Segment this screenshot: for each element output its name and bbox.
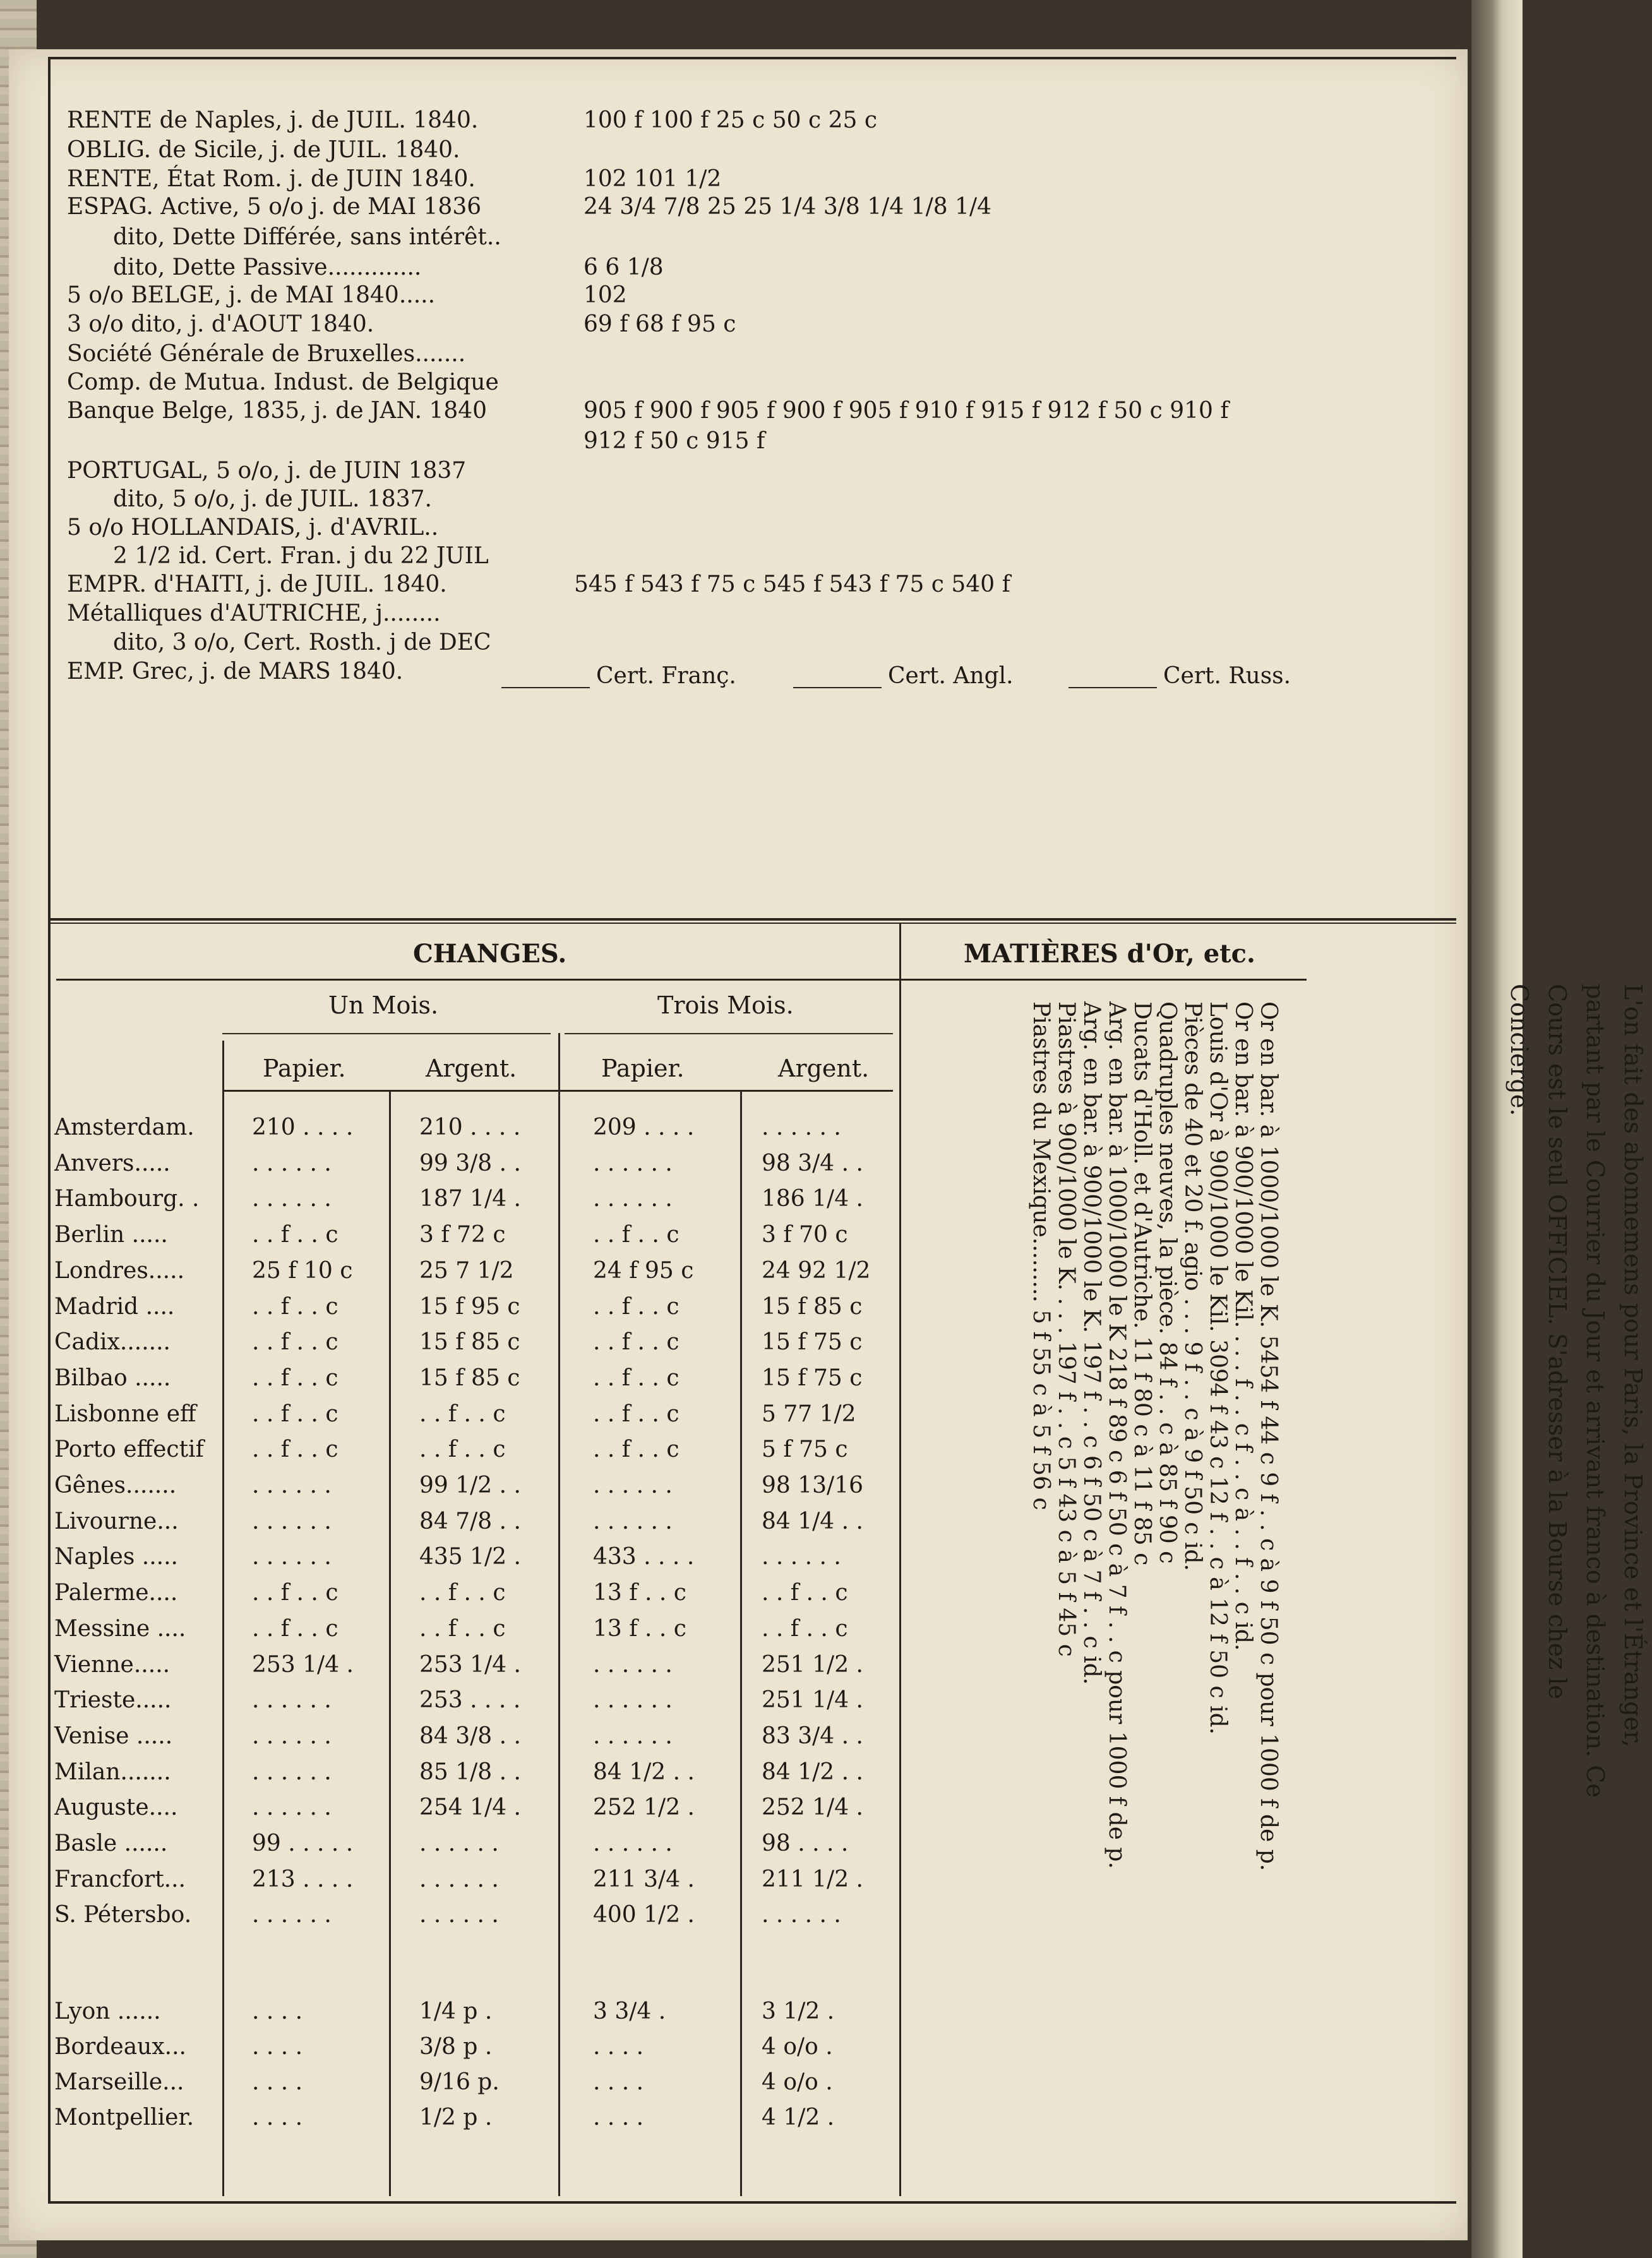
change-rate-um-p: . . . . . . — [252, 1186, 332, 1212]
change-rate-um-p: . . . . . . — [252, 1150, 332, 1176]
rente-label: ESPAG. Active, 5 o/o j. de MAI 1836 — [67, 194, 482, 220]
change-city: Hambourg. . — [54, 1186, 200, 1212]
change-rate-um-p: . . . . . . — [252, 1795, 332, 1821]
rente-label: 5 o/o HOLLANDAIS, j. d'AVRIL.. — [67, 515, 439, 541]
change-rate-tm-p: 84 1/2 . . — [593, 1759, 695, 1785]
matieres-title-rule — [928, 979, 1307, 981]
change-rate-um-a: . . f . . c — [419, 1615, 506, 1642]
change-city: Amsterdam. — [54, 1114, 195, 1140]
change-rate-tm-a: . . . . . . — [762, 1544, 841, 1570]
change-rate-um-p: 210 . . . . — [252, 1114, 354, 1140]
change-rate-um-a: 435 1/2 . — [419, 1544, 521, 1570]
change-rate-tm-p: . . f . . c — [593, 1365, 679, 1391]
change-rate-tm-a: 83 3/4 . . — [762, 1723, 863, 1749]
change-rate-um-p: . . . . . . — [252, 1759, 332, 1785]
col-rule-1 — [222, 1041, 224, 2196]
change-rate-tm-a: 84 1/2 . . — [762, 1759, 863, 1785]
change-city: Vienne..... — [54, 1651, 171, 1678]
change-rate-tm-a: 251 1/4 . — [762, 1687, 863, 1714]
change-rate-tm-a: . . . . . . — [762, 1902, 841, 1928]
change-city: Berlin ..... — [54, 1222, 168, 1248]
change-rate-tm-p: . . . . — [593, 2105, 644, 2130]
change-rate-tm-a: . . f . . c — [762, 1615, 848, 1642]
change-rate-tm-a: 84 1/4 . . — [762, 1508, 863, 1534]
rente-label: 5 o/o BELGE, j. de MAI 1840..... — [67, 282, 436, 308]
change-city: Cadix....... — [54, 1329, 171, 1356]
emp-grec-cert-line — [1068, 687, 1157, 688]
change-city: Trieste..... — [54, 1687, 172, 1714]
change-city: Palerme.... — [54, 1580, 178, 1606]
change-rate-um-p: . . . . — [252, 2069, 303, 2095]
change-city: Francfort... — [54, 1866, 186, 1892]
change-rate-um-p: . . f . . c — [252, 1329, 338, 1356]
change-city: Lyon ...... — [54, 1998, 161, 2024]
change-rate-um-p: . . f . . c — [252, 1580, 338, 1606]
matiere-line: Ducats d'Holl. et d'Autriche. 11 f 80 c à 11 f 85 c — [1129, 1001, 1155, 1566]
change-rate-um-a: 210 . . . . — [419, 1114, 521, 1140]
rente-label: PORTUGAL, 5 o/o, j. de JUIN 1837 — [67, 458, 467, 484]
change-rate-um-p: . . . . — [252, 2034, 303, 2060]
change-city: Venise ..... — [54, 1723, 173, 1749]
abonnement-notice: L'on fait des abonnemens pour Paris, la Province et l'Étranger, partant par le Courrier du Jour et arrivant franco à destination. Ce Cours est le seul OFFICIEL. S'adresser à la Bourse chez le Concierge. — [1505, 984, 1647, 1798]
change-city: Marseille... — [54, 2069, 184, 2095]
period-rule-1 — [222, 1033, 551, 1034]
change-rate-um-p: . . . . . . — [252, 1508, 332, 1534]
um-argent-header: Argent. — [426, 1054, 517, 1082]
change-rate-um-a: 85 1/8 . . — [419, 1759, 521, 1785]
change-rate-um-p: 25 f 10 c — [252, 1257, 353, 1284]
emp-grec-cert-franc: Cert. Franç. — [596, 663, 736, 689]
change-rate-tm-a: 98 3/4 . . — [762, 1150, 863, 1176]
change-rate-tm-p: . . . . . . — [593, 1150, 673, 1176]
change-rate-tm-p: . . f . . c — [593, 1222, 679, 1248]
change-rate-tm-p: 433 . . . . — [593, 1544, 695, 1570]
change-rate-um-a: 99 1/2 . . — [419, 1472, 521, 1498]
change-rate-um-a: . . f . . c — [419, 1580, 506, 1606]
change-rate-tm-a: 5 f 75 c — [762, 1437, 848, 1463]
rente-label: Banque Belge, 1835, j. de JAN. 1840 — [67, 398, 488, 424]
change-rate-um-a: 84 7/8 . . — [419, 1508, 521, 1534]
rente-label: RENTE, État Rom. j. de JUIN 1840. — [67, 166, 476, 192]
change-rate-tm-p: . . . . . . — [593, 1687, 673, 1714]
change-rate-um-a: 25 7 1/2 — [419, 1257, 514, 1284]
rente-values: 6 6 1/8 — [584, 254, 664, 280]
change-rate-tm-p: . . . . . . — [593, 1186, 673, 1212]
rente-label: dito, 5 o/o, j. de JUIL. 1837. — [113, 486, 432, 512]
matiere-line: Louis d'Or à 900/1000 le Kil. 3094 f 43 c 12 f . . c à 12 f 50 c id. — [1205, 1001, 1231, 1735]
change-rate-tm-a: 251 1/2 . — [762, 1651, 863, 1678]
change-rate-um-a: 1/2 p . — [419, 2105, 493, 2130]
change-rate-tm-p: 3 3/4 . — [593, 1998, 666, 2024]
rente-values: 102 — [584, 282, 627, 308]
change-rate-um-p: . . . . . . — [252, 1544, 332, 1570]
emp-grec-cert-line — [793, 687, 882, 688]
rente-values: 912 f 50 c 915 f — [584, 428, 765, 454]
change-rate-um-p: . . f . . c — [252, 1293, 338, 1320]
change-city: Bordeaux... — [54, 2034, 186, 2060]
change-rate-tm-p: 209 . . . . — [593, 1114, 695, 1140]
change-city: Messine .... — [54, 1615, 186, 1642]
change-rate-um-a: . . f . . c — [419, 1437, 506, 1463]
un-mois-header: Un Mois. — [328, 991, 439, 1019]
change-rate-um-p: . . f . . c — [252, 1437, 338, 1463]
change-rate-tm-a: 4 o/o . — [762, 2069, 833, 2095]
change-rate-tm-a: 252 1/4 . — [762, 1795, 863, 1821]
rente-values: 905 f 900 f 905 f 900 f 905 f 910 f 915 f 912 f 50 c 910 f — [584, 398, 1229, 424]
change-rate-um-a: 15 f 85 c — [419, 1365, 520, 1391]
rente-values: 545 f 543 f 75 c 545 f 543 f 75 c 540 f — [574, 571, 1010, 597]
change-rate-um-a: 3/8 p . — [419, 2034, 493, 2060]
rente-label: EMP. Grec, j. de MARS 1840. — [67, 659, 404, 684]
emp-grec-cert-russ: Cert. Russ. — [1163, 663, 1291, 689]
matiere-line: Or en bar. à 1000/1000 le K. 5454 f 44 c 9 f . . c à 9 f 50 c pour 1000 f de p. — [1255, 1001, 1281, 1872]
change-rate-tm-a: 15 f 75 c — [762, 1329, 863, 1356]
change-city: Londres..... — [54, 1257, 185, 1284]
change-city: Lisbonne eff — [54, 1401, 196, 1427]
change-rate-um-a: 254 1/4 . — [419, 1795, 521, 1821]
change-rate-um-p: . . . . — [252, 1998, 303, 2024]
change-rate-um-p: . . . . — [252, 2105, 303, 2130]
emp-grec-cert-line — [501, 687, 590, 688]
change-rate-tm-p: 13 f . . c — [593, 1615, 686, 1642]
change-rate-um-p: . . f . . c — [252, 1222, 338, 1248]
change-rate-um-a: 1/4 p . — [419, 1998, 493, 2024]
change-rate-um-a: . . . . . . — [419, 1831, 499, 1856]
change-rate-tm-p: . . . . . . — [593, 1472, 673, 1498]
col-rule-3 — [558, 1033, 560, 2196]
change-rate-tm-a: 4 1/2 . — [762, 2105, 835, 2130]
frame-top-rule — [48, 57, 1456, 59]
change-city: Livourne... — [54, 1508, 179, 1534]
page — [9, 49, 1647, 2240]
um-papier-header: Papier. — [263, 1054, 346, 1082]
change-rate-tm-a: . . f . . c — [762, 1580, 848, 1606]
rente-label: EMPR. d'HAITI, j. de JUIL. 1840. — [67, 571, 447, 597]
col-rule-4 — [740, 1091, 742, 2196]
change-city: Naples ..... — [54, 1544, 178, 1570]
change-rate-um-p: 213 . . . . — [252, 1866, 354, 1892]
change-rate-tm-a: 15 f 75 c — [762, 1365, 863, 1391]
rente-label: 2 1/2 id. Cert. Fran. j du 22 JUIL — [113, 543, 489, 569]
rente-label: dito, Dette Différée, sans intérêt.. — [113, 224, 501, 250]
section-divider — [48, 918, 1456, 921]
rente-label: dito, 3 o/o, Cert. Rosth. j de DEC — [113, 630, 491, 655]
change-city: Montpellier. — [54, 2105, 195, 2130]
change-rate-um-a: 187 1/4 . — [419, 1186, 521, 1212]
frame-bottom-rule — [48, 2201, 1456, 2204]
matiere-line: Arg. en bar. à 1000/1000 le K 218 f 89 c 6 f 50 c à 7 f . . c pour 1000 f de p. — [1104, 1001, 1130, 1869]
change-rate-um-a: . . . . . . — [419, 1902, 499, 1928]
matiere-line: Or en bar. à 900/1000 le Kil. . . . f . . c f . . c à . . f . . c id. — [1230, 1001, 1256, 1651]
change-rate-tm-a: 98 13/16 — [762, 1472, 863, 1498]
rente-values: 69 f 68 f 95 c — [584, 311, 736, 337]
matiere-line: Quadruples neuves, la pièce. 84 f . . c à 85 f 90 c — [1154, 1001, 1180, 1564]
matiere-line: Piastres du Mexique......... 5 f 55 c à 5 f 56 c — [1028, 1001, 1054, 1510]
change-rate-um-a: 99 3/8 . . — [419, 1150, 521, 1176]
change-rate-tm-p: . . . . — [593, 2069, 644, 2095]
change-rate-tm-p: 24 f 95 c — [593, 1257, 694, 1284]
change-rate-tm-p: . . . . . . — [593, 1723, 673, 1749]
rente-label: OBLIG. de Sicile, j. de JUIL. 1840. — [67, 137, 460, 163]
change-city: Gênes....... — [54, 1472, 177, 1498]
change-rate-tm-a: 186 1/4 . — [762, 1186, 863, 1212]
change-rate-tm-p: . . f . . c — [593, 1293, 679, 1320]
change-rate-um-p: . . . . . . — [252, 1902, 332, 1928]
change-rate-um-a: 84 3/8 . . — [419, 1723, 521, 1749]
rente-values: 100 f 100 f 25 c 50 c 25 c — [584, 107, 877, 133]
change-rate-um-p: . . f . . c — [252, 1615, 338, 1642]
change-rate-tm-p: . . f . . c — [593, 1329, 679, 1356]
change-city: Milan....... — [54, 1759, 171, 1785]
rente-label: dito, Dette Passive............. — [113, 254, 422, 280]
tm-papier-header: Papier. — [601, 1054, 685, 1082]
change-rate-tm-p: 252 1/2 . — [593, 1795, 695, 1821]
rente-label: 3 o/o dito, j. d'AOUT 1840. — [67, 311, 374, 337]
change-city: Auguste.... — [54, 1795, 178, 1821]
change-rate-um-a: 15 f 95 c — [419, 1293, 520, 1320]
matiere-line: Piastres à 900/1000 le K. . . . 197 f . . c 5 f 43 c à 5 f 45 c — [1053, 1001, 1079, 1657]
change-rate-tm-p: . . . . . . — [593, 1651, 673, 1678]
change-rate-tm-a: 4 o/o . — [762, 2034, 833, 2060]
changes-title: CHANGES. — [413, 939, 567, 969]
trois-mois-header: Trois Mois. — [657, 991, 794, 1019]
period-rule-2 — [565, 1033, 893, 1034]
change-rate-um-a: 15 f 85 c — [419, 1329, 520, 1356]
change-rate-tm-p: . . . . . . — [593, 1508, 673, 1534]
rente-label: RENTE de Naples, j. de JUIL. 1840. — [67, 107, 479, 133]
tm-argent-header: Argent. — [778, 1054, 870, 1082]
change-rate-tm-p: . . f . . c — [593, 1401, 679, 1427]
rente-label: Société Générale de Bruxelles....... — [67, 341, 466, 367]
change-rate-um-p: 99 . . . . . — [252, 1831, 354, 1856]
change-rate-tm-a: 211 1/2 . — [762, 1866, 863, 1892]
change-rate-tm-a: 5 77 1/2 — [762, 1401, 856, 1427]
header-rule — [222, 1090, 893, 1092]
change-city: Basle ...... — [54, 1831, 168, 1856]
rente-label: Comp. de Mutua. Indust. de Belgique — [67, 369, 499, 395]
change-rate-tm-a: . . . . . . — [762, 1114, 841, 1140]
change-rate-um-p: 253 1/4 . — [252, 1651, 354, 1678]
change-rate-um-a: 9/16 p. — [419, 2069, 500, 2095]
change-rate-tm-a: 15 f 85 c — [762, 1293, 863, 1320]
change-rate-tm-a: 3 f 70 c — [762, 1222, 848, 1248]
change-rate-tm-p: 400 1/2 . — [593, 1902, 695, 1928]
change-city: Porto effectif — [54, 1437, 204, 1463]
change-rate-um-a: 253 1/4 . — [419, 1651, 521, 1678]
change-city: S. Pétersbo. — [54, 1902, 192, 1928]
change-rate-um-a: 3 f 72 c — [419, 1222, 506, 1248]
section-divider-2 — [48, 923, 1456, 924]
change-city: Madrid .... — [54, 1293, 175, 1320]
change-city: Bilbao ..... — [54, 1365, 171, 1391]
change-rate-tm-a: 24 92 1/2 — [762, 1257, 871, 1284]
change-rate-tm-p: 211 3/4 . — [593, 1866, 695, 1892]
change-rate-um-a: . . f . . c — [419, 1401, 506, 1427]
matiere-line: Pièces de 40 et 20 f. agio . . . 9 f . . c à 9 f 50 c id. — [1180, 1001, 1206, 1572]
col-rule-2 — [389, 1091, 391, 2196]
change-rate-tm-p: . . . . — [593, 2034, 644, 2060]
rente-values: 24 3/4 7/8 25 25 1/4 3/8 1/4 1/8 1/4 — [584, 194, 991, 220]
rente-values: 102 101 1/2 — [584, 166, 722, 192]
change-rate-tm-a: 98 . . . . — [762, 1831, 849, 1856]
col-rule-5 — [899, 924, 901, 2196]
matiere-line: Arg. en bar. à 900/1000 le K. 197 f . . c 6 f 50 c à 7 f . . c id. — [1079, 1001, 1104, 1685]
rente-label: Métalliques d'AUTRICHE, j........ — [67, 600, 441, 626]
emp-grec-cert-angl: Cert. Angl. — [888, 663, 1014, 689]
change-rate-um-p: . . . . . . — [252, 1723, 332, 1749]
change-rate-um-p: . . . . . . — [252, 1472, 332, 1498]
change-rate-um-p: . . f . . c — [252, 1401, 338, 1427]
change-rate-um-a: . . . . . . — [419, 1866, 499, 1892]
change-city: Anvers..... — [54, 1150, 171, 1176]
change-rate-um-p: . . f . . c — [252, 1365, 338, 1391]
change-rate-um-a: 253 . . . . — [419, 1687, 521, 1714]
frame-left-rule — [48, 57, 51, 2204]
change-rate-tm-p: . . . . . . — [593, 1831, 673, 1856]
matieres-title: MATIÈRES d'Or, etc. — [964, 939, 1255, 969]
change-rate-um-p: . . . . . . — [252, 1687, 332, 1714]
change-rate-tm-p: 13 f . . c — [593, 1580, 686, 1606]
change-rate-tm-a: 3 1/2 . — [762, 1998, 835, 2024]
change-rate-tm-p: . . f . . c — [593, 1437, 679, 1463]
changes-title-rule — [56, 979, 928, 981]
